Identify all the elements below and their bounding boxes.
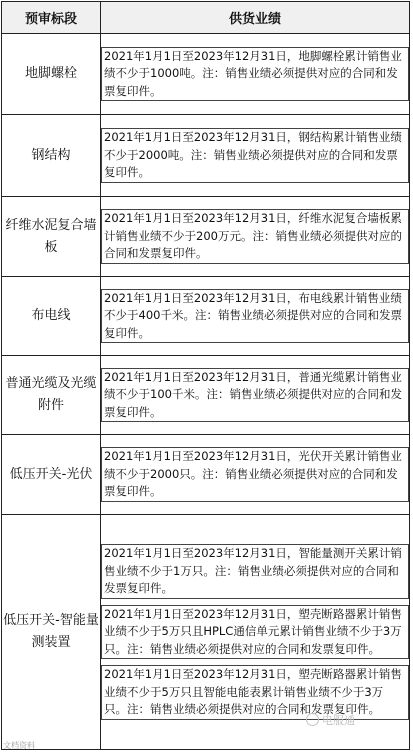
segment-cell: 低压开关-智能量测装置: [2, 515, 101, 750]
table-row: [2, 277, 410, 356]
performance-text: 2021年1月1日至2023年12月31日，地脚螺栓累计销售业绩不少于1000吨。注：销售业绩必须提供对应的合同和发票复印件。: [101, 47, 409, 102]
table-row: [2, 34, 410, 115]
segment-cell: 地脚螺栓: [2, 34, 101, 115]
performance-text: 2021年1月1日至2023年12月31日，纤维水泥复合墙板累计销售业绩不少于200万元。注：销售业绩必须提供对应的合同和发票复印件。: [101, 209, 409, 264]
performance-text: 2021年1月1日至2023年12月31日，光伏开关累计销售业绩不少于2000只。注：销售业绩必须提供对应的合同和发票复印件。: [101, 447, 409, 502]
segment-cell: 纤维水泥复合墙板: [2, 197, 101, 277]
performance-cell: [101, 515, 410, 750]
segment-cell: 钢结构: [2, 115, 101, 197]
performance-cell: [101, 197, 410, 277]
segment-cell: 普通光缆及光缆附件: [2, 356, 101, 435]
table-header-row: [2, 2, 410, 34]
performance-text: 2021年1月1日至2023年12月31日，布电线累计销售业绩不少于400千米。注：销售业绩必须提供对应的合同和发票复印件。: [101, 289, 409, 344]
performance-text: 2021年1月1日至2023年12月31日，智能量测开关累计销售业绩不少于1万只。注：销售业绩必须提供对应的合同和发票复印件。: [101, 544, 409, 599]
circle-logo-icon: [306, 713, 319, 726]
table-row: [2, 435, 410, 515]
performance-cell: [101, 277, 410, 356]
performance-text: 2021年1月1日至2023年12月31日，塑壳断路器累计销售业绩不少于5万只且智能电能表累计销售业绩不少于3万只。注：销售业绩必须提供对应的合同和发票复印件。: [101, 665, 409, 720]
performance-text: 2021年1月1日至2023年12月31日，钢结构累计销售业绩不少于2000吨。注：销售业绩必须提供对应的合同和发票复印件。: [101, 128, 409, 183]
requirements-table: [1, 1, 410, 750]
performance-cell: [101, 435, 410, 515]
watermark: [306, 712, 355, 728]
header-performance: 供货业绩: [101, 2, 410, 34]
performance-cell: [101, 115, 410, 197]
segment-cell: 布电线: [2, 277, 101, 356]
corner-mark: 文档资料: [3, 741, 35, 750]
segment-cell: 低压开关-光伏: [2, 435, 101, 515]
table-row: [2, 197, 410, 277]
header-segment: 预审标段: [2, 2, 101, 34]
watermark-text: 电服通: [322, 714, 355, 727]
performance-text: 2021年1月1日至2023年12月31日，普通光缆累计销售业绩不少于100千米。注：销售业绩必须提供对应的合同和发票复印件。: [101, 368, 409, 423]
performance-cell: [101, 34, 410, 115]
table-row: [2, 115, 410, 197]
performance-cell: [101, 356, 410, 435]
table-row: [2, 356, 410, 435]
performance-text: 2021年1月1日至2023年12月31日，塑壳断路器累计销售业绩不少于5万只且HPLC通信单元累计销售业绩不少于3万只。注：销售业绩必须提供对应的合同和发票复印件。: [101, 605, 409, 660]
